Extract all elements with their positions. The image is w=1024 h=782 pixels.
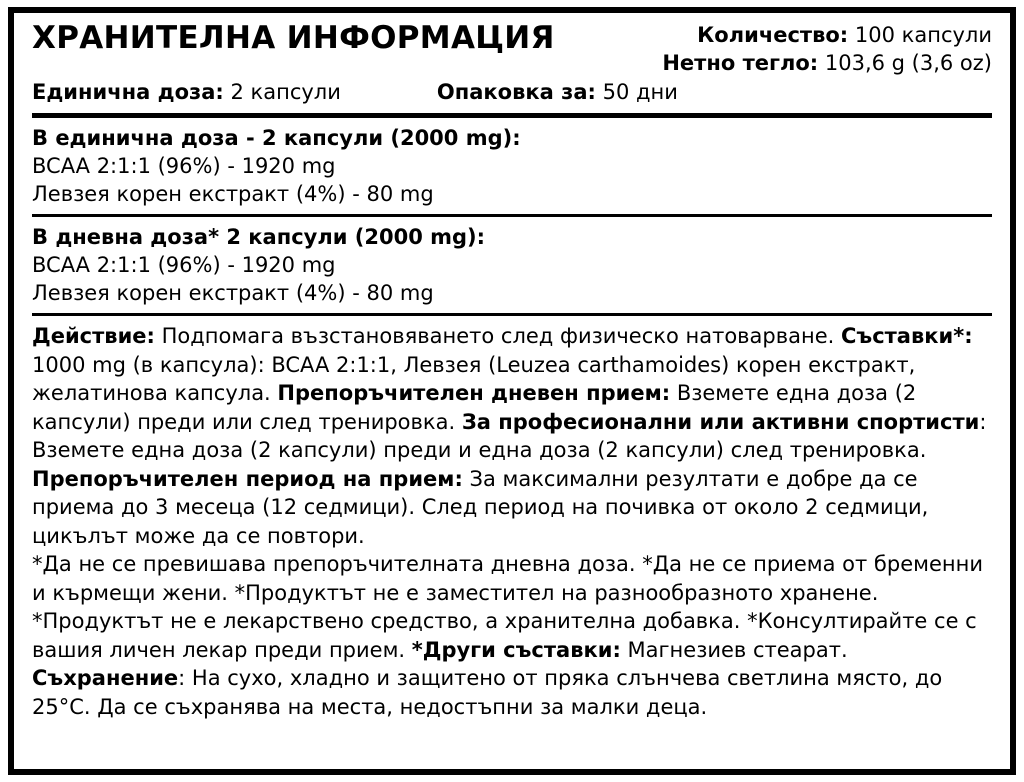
panel-inner (14, 13, 1010, 769)
net-weight-value: 103,6 g (3,6 oz) (824, 51, 992, 75)
serving-size-label: Единична доза: (32, 80, 224, 104)
other-ingredients-text: Магнезиев стеарат. (620, 637, 848, 662)
info-paragraph-warnings (32, 550, 992, 664)
warnings-text: *Да не се превишава препоръчителната дневна доза. *Да не се приема от бременни и кърмещи жени. *Продуктът не е заместител на разнообразното хранене. *Продуктът не е лекарствено средство, а хранителна добавка. *Консултирайте се с вашия личен лекар преди прием. (32, 552, 983, 662)
action-label: Действие: (32, 324, 155, 348)
period-label: Препоръчителен период на прием: (32, 466, 463, 491)
dosage-text: Вземете една доза (2 капсули) преди или след тренировка. (32, 381, 917, 434)
quantity-line (662, 21, 992, 49)
serving-dose-line-1: BCAA 2:1:1 (96%) - 1920 mg (32, 154, 336, 178)
dosage-label: Препоръчителен дневен прием: (277, 381, 671, 405)
net-weight-line (662, 49, 992, 77)
action-text: Подпомага възстановяването след физическо натоварване. (154, 324, 841, 348)
package-servings-value: 50 дни (602, 80, 678, 104)
storage-label: Съхранение (32, 666, 179, 690)
serving-size-line (32, 79, 341, 106)
quantity-label: Количество: (697, 23, 849, 47)
nutrition-facts-panel (8, 7, 1016, 775)
ingredients-label: Съставки*: (841, 324, 973, 348)
daily-dose-block (32, 223, 992, 307)
other-ingredients-label: *Други съставки: (411, 637, 621, 662)
ingredients-text: 1000 mg (в капсула): BCAA 2:1:1, Левзея (Leuzea carthamoides) корен екстракт, желатинова капсула. (32, 352, 916, 405)
info-text-block (32, 322, 992, 721)
page-title: ХРАНИТЕЛНА ИНФОРМАЦИЯ (32, 20, 555, 56)
pro-athletes-text: : Вземете една доза (2 капсули) преди и една доза (2 капсули) след тренировка. (32, 409, 987, 462)
serving-dose-block (32, 124, 992, 208)
divider-bottom (32, 313, 992, 316)
quantity-value: 100 капсули (854, 23, 992, 47)
info-paragraph-storage (32, 664, 992, 721)
divider-top (32, 113, 992, 118)
daily-dose-title: В дневна доза* 2 капсули (2000 mg): (32, 225, 486, 249)
package-servings-line (437, 79, 678, 106)
storage-text: : На сухо, хладно и защитено от пряка слънчева светлина място, до 25°С. Да се съхранява на места, недостъпни за малки деца. (32, 666, 943, 719)
net-weight-label: Нетно тегло: (662, 51, 819, 75)
package-servings-label: Опаковка за: (436, 80, 596, 104)
panel-header (32, 19, 992, 77)
header-right-info (662, 19, 992, 77)
serving-dose-line-2: Левзея корен екстракт (4%) - 80 mg (32, 182, 434, 206)
serving-dose-title: В единична доза - 2 капсули (2000 mg): (32, 126, 521, 150)
divider-middle (32, 214, 992, 217)
period-text: За максимални резултати е добре да се приема до 3 месеца (12 седмици). След период на почивка от около 2 седмици, цикълът може да се повтори. (32, 466, 929, 548)
daily-dose-line-1: BCAA 2:1:1 (96%) - 1920 mg (32, 253, 336, 277)
pro-athletes-label: За професионални или активни спортисти (461, 409, 980, 434)
serving-size-value: 2 капсули (230, 80, 341, 104)
daily-dose-line-2: Левзея корен екстракт (4%) - 80 mg (32, 281, 434, 305)
panel-subheader (32, 79, 992, 106)
info-paragraph-main (32, 322, 992, 550)
